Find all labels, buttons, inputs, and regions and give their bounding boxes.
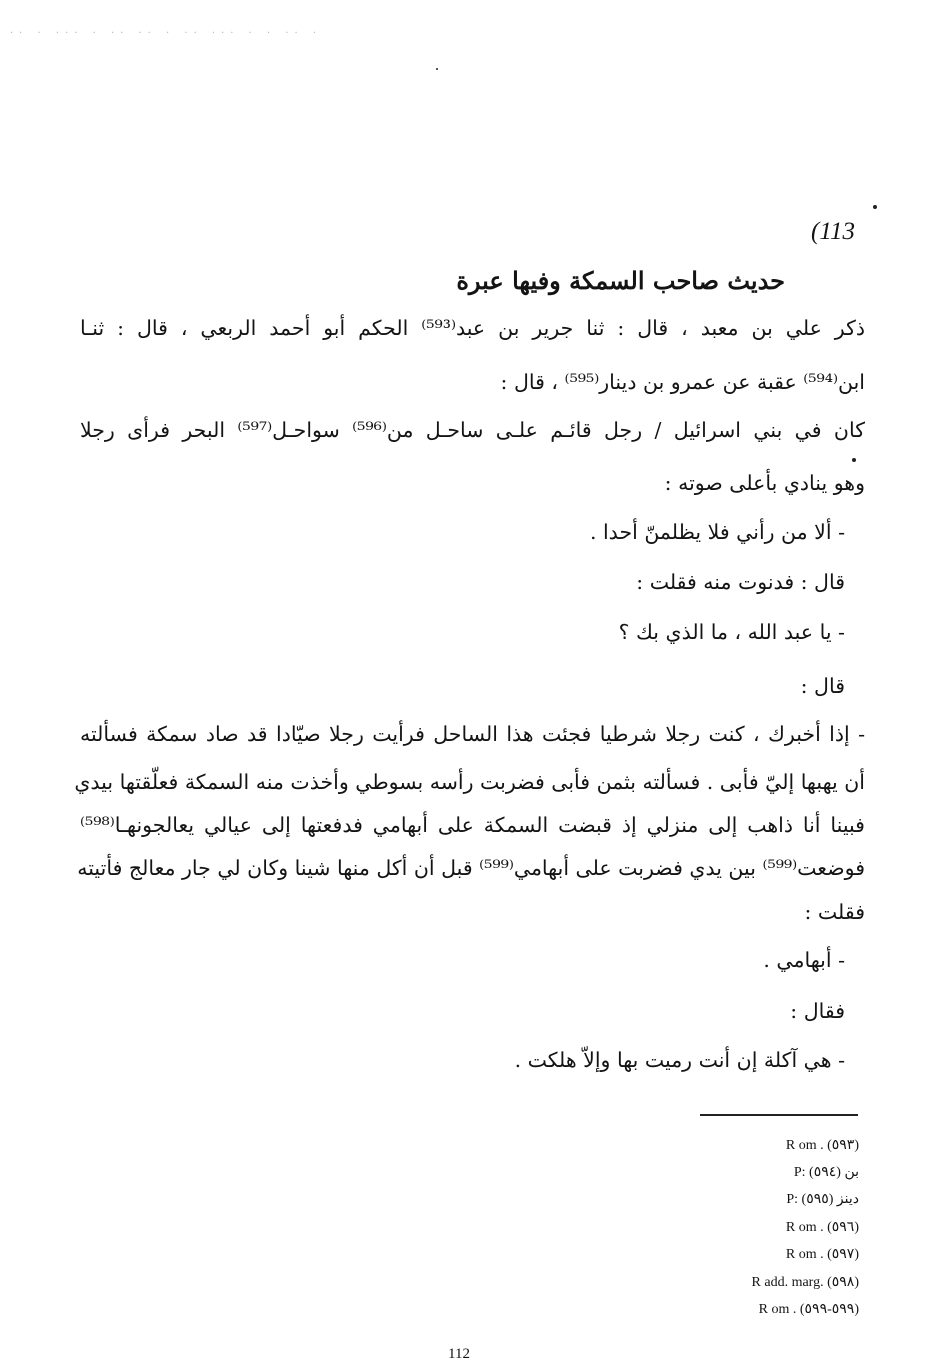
- text-line: كان في بني اسرائيل / رجل قائـم علـى ساحـل من⁽⁵⁹⁶⁾ سواحـل⁽⁵⁹⁷⁾ البحر فرأى رجلا: [80, 418, 865, 442]
- text-line: - ألا من رأني فلا يظلمنّ أحدا .: [589, 520, 845, 544]
- text-line: فقال :: [790, 999, 845, 1023]
- text-line: - أبهامي .: [763, 948, 845, 972]
- footnote: R add. marg. (٥٩٨): [751, 1275, 859, 1290]
- text-line: فبينا أنا ذاهب إلى منزلي إذ قبضت السمكة على أبهامي فدفعتها إلى عيالي يعالجونهـا⁽⁵⁹⁸⁾: [80, 813, 865, 837]
- footnote: R om . (٥٩٩-٥٩٩): [758, 1302, 859, 1317]
- text-line: - يا عبد الله ، ما الذي بك ؟: [618, 620, 845, 644]
- text-line: وهو ينادي بأعلى صوته :: [664, 471, 865, 495]
- text-line: قال : فدنوت منه فقلت :: [636, 570, 845, 594]
- footnote: R om . (٥٩٦): [785, 1220, 859, 1235]
- footnote-divider: [700, 1114, 858, 1116]
- story-title: حديث صاحب السمكة وفيها عبرة: [456, 266, 785, 295]
- footnote: R om . (٥٩٧): [785, 1247, 859, 1262]
- text-line: أن يهبها إليّ فأبى . فسألته بثمن فأبى فضربت رأسه بسوطي وأخذت منه السمكة فعلّقتها بيدي: [74, 770, 865, 794]
- text-line: قال :: [800, 674, 845, 698]
- text-line: - إذا أخبرك ، كنت رجلا شرطيا فجئت هذا الساحل فرأيت رجلا صيّادا قد صاد سمكة فسألته: [80, 722, 865, 746]
- text-line: ابن⁽⁵⁹⁴⁾ عقبة عن عمرو بن دينار⁽⁵⁹⁵⁾ ، قال :: [500, 370, 865, 394]
- text-line: - هي آكلة إن أنت رميت بها وإلاّ هلكت .: [514, 1048, 845, 1072]
- scan-mark: [873, 205, 877, 209]
- page-number: 112: [448, 1346, 470, 1362]
- scan-mark: [852, 458, 856, 462]
- scan-mark: [436, 68, 438, 70]
- footnote: P: دينز (٥٩٥): [786, 1192, 859, 1207]
- footnote: R om . (٥٩٣): [785, 1138, 859, 1153]
- text-line: فقلت :: [804, 900, 865, 924]
- section-number: (113: [811, 218, 855, 245]
- text-line: فوضعت⁽⁵⁹⁹⁾ بين يدي فضربت على أبهامي⁽⁵⁹⁹⁾ قبل أن أكل منها شينا وكان لي جار معالج فأتيته: [77, 856, 865, 880]
- footnote: P: بن (٥٩٤): [793, 1165, 859, 1180]
- text-line: ذكر علي بن معبد ، قال : ثنا جرير بن عبد⁽⁵⁹³⁾ الحكم أبو أحمد الربعي ، قال : ثنـا: [80, 316, 865, 340]
- scan-specks: ·· · ··· · ·· ·· · ·· ··· · · ·· ·: [10, 28, 323, 39]
